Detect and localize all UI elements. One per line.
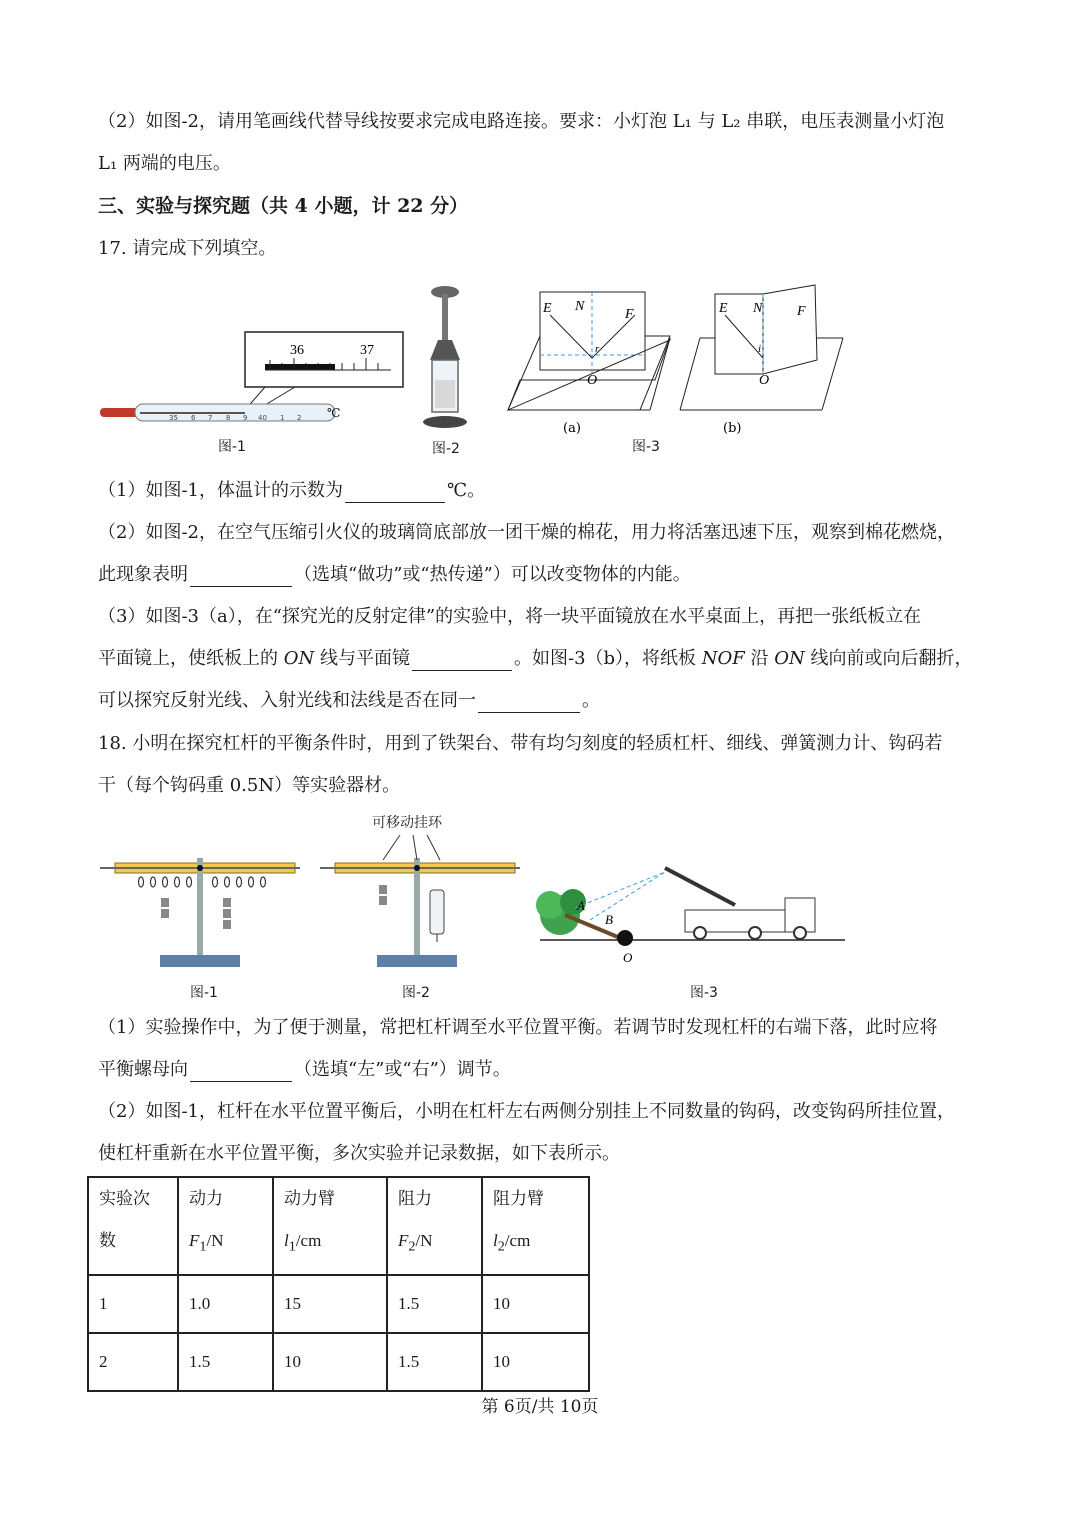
svg-text:1: 1 <box>280 414 285 422</box>
q17-part1: （1）如图-1，体温计的示数为 ℃。 <box>98 480 486 501</box>
table-cell: 1.5 <box>387 1275 482 1333</box>
table-cell: 10 <box>482 1333 589 1391</box>
lever-data-table <box>87 1176 590 1392</box>
table-header-row <box>88 1177 589 1275</box>
q17-part3-line3: 可以探究反射光线、入射光线和法线是否在同一 。 <box>98 690 600 711</box>
answer-blank[interactable] <box>190 1061 292 1082</box>
table-cell: 10 <box>273 1333 387 1391</box>
table-cell: 1 <box>88 1275 178 1333</box>
table-cell: 1.0 <box>178 1275 273 1333</box>
thermometer-bulb <box>100 408 138 417</box>
q18-part1-line1: （1）实验操作中，为了便于测量，常把杠杆调至水平位置平衡。若调节时发现杠杆的右端下落，此时应将 <box>98 1017 938 1038</box>
svg-text:F: F <box>797 304 806 319</box>
q18-part2-line1: （2）如图-1，杠杆在水平位置平衡后，小明在杠杆左右两侧分别挂上不同数量的钩码，改变钩码所挂位置， <box>98 1101 955 1122</box>
scale-36: 36 <box>290 343 304 358</box>
svg-text:9: 9 <box>243 414 248 422</box>
lever-figure-1 <box>100 858 300 967</box>
scale-37: 37 <box>360 343 374 358</box>
q18-stem-line1: 18. 小明在探究杠杆的平衡条件时，用到了铁架台、带有均匀刻度的轻质杠杆、细线、弹簧测力计、钩码若 <box>98 733 943 754</box>
svg-text:35: 35 <box>169 414 178 422</box>
svg-text:F: F <box>625 307 634 322</box>
svg-text:N: N <box>753 301 763 316</box>
q17-fig3-caption: 图-3 <box>632 439 660 455</box>
mercury-column <box>265 364 335 370</box>
q17-part2-line2: 此现象表明 （选填“做功”或“热传递”）可以改变物体的内能。 <box>98 564 691 585</box>
table-cell: 1.5 <box>178 1333 273 1391</box>
svg-text:E: E <box>719 301 728 316</box>
q16-part2-line2: L₁ 两端的电压。 <box>98 153 231 174</box>
table-cell: 2 <box>88 1333 178 1391</box>
table-cell: 15 <box>273 1275 387 1333</box>
answer-blank[interactable] <box>190 566 292 587</box>
svg-text:6: 6 <box>191 414 196 422</box>
q18-figures <box>95 830 855 975</box>
section3-title: 三、实验与探究题（共 4 小题，计 22 分） <box>98 195 469 217</box>
reflection-figure-a <box>508 292 670 410</box>
table-header-cell: 实验次 数 <box>88 1177 178 1275</box>
q17-part3-line2: 平面镜上，使纸板上的 ON 线与平面镜 。如图-3（b），将纸板 NOF 沿 ON 线向前或向后翻折， <box>98 648 973 669</box>
answer-blank[interactable] <box>345 482 445 503</box>
table-header-cell: 阻力臂 $l_2/cm$ <box>482 1177 589 1275</box>
table-cell: 1.5 <box>387 1333 482 1391</box>
lever-figure-2 <box>320 835 520 967</box>
fig3a-label: (a) <box>563 421 581 436</box>
svg-text:O: O <box>587 373 598 388</box>
svg-text:r: r <box>595 343 600 355</box>
q18-stem-line2: 干（每个钩码重 0.5N）等实验器材。 <box>98 775 401 796</box>
fig3b-label: (b) <box>723 421 742 436</box>
table-row <box>88 1275 589 1333</box>
table-header-cell: 阻力 $F_2/N$ <box>387 1177 482 1275</box>
svg-text:O: O <box>623 950 633 965</box>
svg-text:E: E <box>543 301 552 316</box>
svg-text:7: 7 <box>208 414 213 422</box>
svg-text:2: 2 <box>297 414 302 422</box>
q18-fig1-caption: 图-1 <box>190 985 218 1001</box>
table-row <box>88 1333 589 1391</box>
q17-fig2-caption: 图-2 <box>432 441 460 457</box>
table-header-cell: 动力臂 $l_1/cm$ <box>273 1177 387 1275</box>
svg-text:A: A <box>577 898 585 913</box>
thermometer-figure <box>100 332 403 422</box>
page-number: 第 6页/共 10页 <box>481 1397 599 1417</box>
thermometer-zoom-box <box>245 332 403 387</box>
q16-part2-line1: （2）如图-2，请用笔画线代替导线按要求完成电路连接。要求：小灯泡 L₁ 与 L₂ 串联，电压表测量小灯泡 <box>98 111 945 132</box>
answer-blank[interactable] <box>478 692 580 713</box>
q17-figures <box>95 280 855 460</box>
movable-ring-label: 可移动挂环 <box>372 815 442 831</box>
svg-text:40: 40 <box>258 414 267 422</box>
svg-text:8: 8 <box>226 414 231 422</box>
q17-part3-line1: （3）如图-3（a），在“探究光的反射定律”的实验中，将一块平面镜放在水平桌面上，再把一张纸板立在 <box>98 606 922 627</box>
q18-fig2-caption: 图-2 <box>402 985 430 1001</box>
svg-text:O: O <box>759 373 770 388</box>
q17-fig1-caption: 图-1 <box>218 439 246 455</box>
answer-blank[interactable] <box>412 650 512 671</box>
q18-part2-line2: 使杠杆重新在水平位置平衡，多次实验并记录数据，如下表所示。 <box>98 1143 620 1164</box>
svg-text:B: B <box>605 912 613 927</box>
q17-stem: 17. 请完成下列填空。 <box>98 238 277 259</box>
q18-fig3-caption: 图-3 <box>690 985 718 1001</box>
svg-text:i: i <box>758 343 762 355</box>
thermo-unit: ℃ <box>327 406 341 420</box>
table-header-cell: 动力 $F_1/N$ <box>178 1177 273 1275</box>
svg-text:N: N <box>575 299 585 314</box>
q17-part2-line1: （2）如图-2，在空气压缩引火仪的玻璃筒底部放一团干燥的棉花，用力将活塞迅速下压，观察到棉花燃烧， <box>98 522 955 543</box>
fire-syringe-figure <box>423 286 467 428</box>
table-cell: 10 <box>482 1275 589 1333</box>
q18-part1-line2: 平衡螺母向 （选填“左”或“右”）调节。 <box>98 1059 511 1080</box>
